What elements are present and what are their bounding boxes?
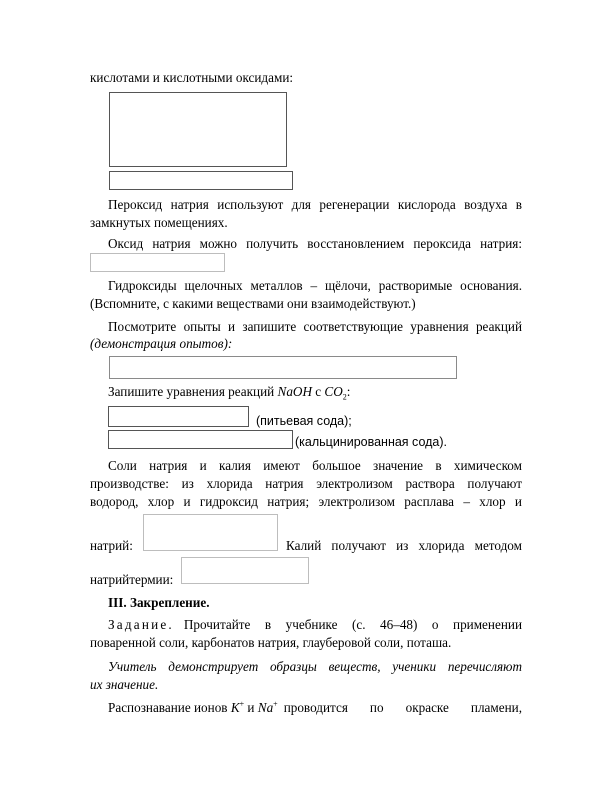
text-span: : [346, 384, 351, 399]
paragraph-line: водород, хлор и гидроксид натрия; электролизом расплава – хлор и [90, 494, 522, 509]
paragraph-line: Соли натрия и калия имеют большое значение в химическом [108, 458, 522, 473]
equation-image-box [109, 92, 287, 167]
paragraph-line: натрий: [90, 538, 133, 553]
paragraph-line: замкнутых помещениях. [90, 215, 228, 230]
section-heading: III. Закрепление. [108, 595, 210, 610]
formula-k: K [230, 700, 240, 715]
text-span: и [244, 700, 258, 715]
equation-image-box [108, 406, 249, 427]
superscript: + [273, 699, 278, 709]
paragraph-line: их значение. [90, 677, 159, 692]
equation-image-box [109, 171, 293, 190]
paragraph-line: производстве: из хлорида натрия электролизом раствора получают [90, 476, 522, 491]
paragraph-line: поваренной соли, карбонатов натрия, глауберовой соли, поташа. [90, 635, 452, 650]
paragraph-line: (Вспомните, с какими веществами они взаимодействуют.) [90, 296, 416, 311]
task-label: Задание. [108, 617, 174, 632]
equation-image-box [181, 557, 309, 584]
paragraph-line: Посмотрите опыты и запишите соответствующие уравнения реакций [108, 319, 522, 334]
equation-image-box [143, 514, 278, 551]
text-span: Прочитайте в учебнике (с. 46–48) о применении [183, 617, 522, 632]
superscript: + [239, 699, 245, 709]
equation-image-box [108, 430, 293, 449]
equation-image-box [90, 253, 225, 272]
text-span: Распознавание ионов [108, 700, 231, 715]
formula-na: Na [257, 700, 274, 715]
note-soda-ash: (кальцинированная сода). [295, 435, 447, 449]
paragraph-line: Калий получают из хлорида методом [286, 538, 522, 553]
paragraph-line: Гидроксиды щелочных металлов – щёлочи, растворимые основания. [108, 278, 522, 293]
formula-naoh: NaOH [277, 384, 312, 399]
formula-co2: CO [324, 384, 343, 399]
equation-image-box [109, 356, 457, 379]
paragraph-line [108, 700, 522, 716]
paragraph-line: натрийтермии: [90, 572, 174, 587]
paragraph-line: Учитель демонстрирует образцы веществ, ученики перечисляют [108, 659, 522, 674]
paragraph-line: (демонстрация опытов): [90, 336, 233, 351]
paragraph-line [108, 617, 522, 633]
text-span: Запишите уравнения реакций [108, 384, 278, 399]
subscript: 2 [342, 392, 347, 402]
paragraph-line [108, 384, 522, 400]
note-baking-soda: (питьевая сода); [256, 414, 352, 428]
text-span [108, 700, 278, 716]
text-line: кислотами и кислотными оксидами: [90, 70, 294, 85]
paragraph-line: Пероксид натрия используют для регенерации кислорода воздуха в [108, 197, 522, 212]
text-span: проводится по окраске пламени, [283, 700, 522, 715]
text-span: с [311, 384, 325, 399]
paragraph-line: Оксид натрия можно получить восстановлением пероксида натрия: [108, 236, 522, 251]
